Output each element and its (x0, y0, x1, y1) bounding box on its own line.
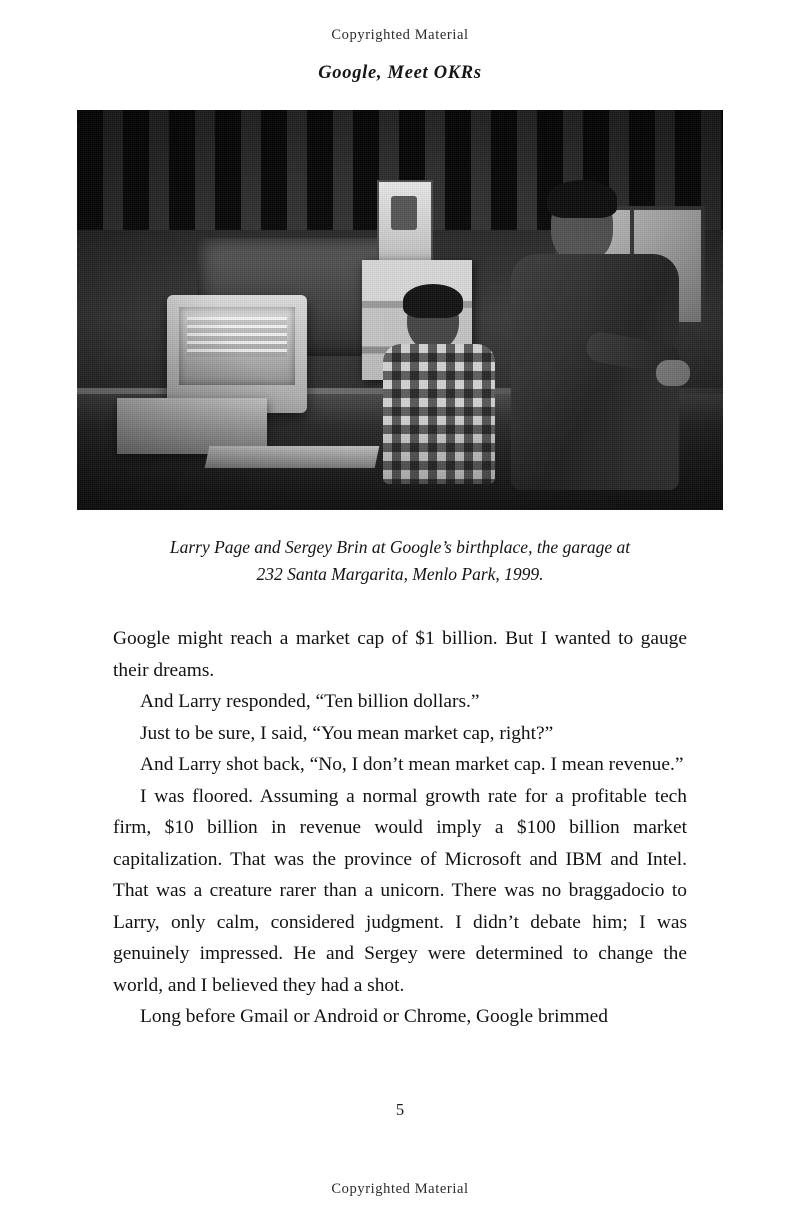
figure (77, 110, 723, 588)
copyright-watermark-bottom: Copyrighted Material (331, 1181, 469, 1197)
running-head: Google, Meet OKRs (318, 63, 482, 83)
paragraph: Long before Gmail or Android or Chrome, Google brimmed (140, 1006, 608, 1027)
copyright-watermark-top: Copyrighted Material (331, 27, 469, 43)
photo-garage (77, 110, 723, 510)
body-text (113, 623, 687, 1033)
figure-caption (77, 534, 723, 588)
paragraph: And Larry responded, “Ten billion dollars.” (140, 691, 480, 712)
photo-grain (77, 110, 723, 510)
paragraph: And Larry shot back, “No, I don’t mean market cap. I mean revenue.” (140, 754, 684, 775)
paragraph: Google might reach a market cap of $1 billion. But I wanted to gauge their dreams. (113, 628, 687, 681)
figure-caption-line-1: Larry Page and Sergey Brin at Google’s birthplace, the garage at (169, 537, 631, 557)
paragraph: I was floored. Assuming a normal growth rate for a profitable tech firm, $10 billion in revenue would imply a $100 billion market capitalization. That was the province of Microsoft and IBM and Intel. That was a creature rarer than a unicorn. There was no braggadocio to Larry, only calm, considered judgment. I didn’t debate him; I was genuinely impressed. He and Sergey were determined to change the world, and I believed they had a shot. (113, 785, 687, 996)
figure-caption-line-2: 232 Santa Margarita, Menlo Park, 1999. (256, 564, 544, 585)
page-number: 5 (395, 1100, 405, 1119)
paragraph: Just to be sure, I said, “You mean market cap, right?” (140, 722, 554, 744)
